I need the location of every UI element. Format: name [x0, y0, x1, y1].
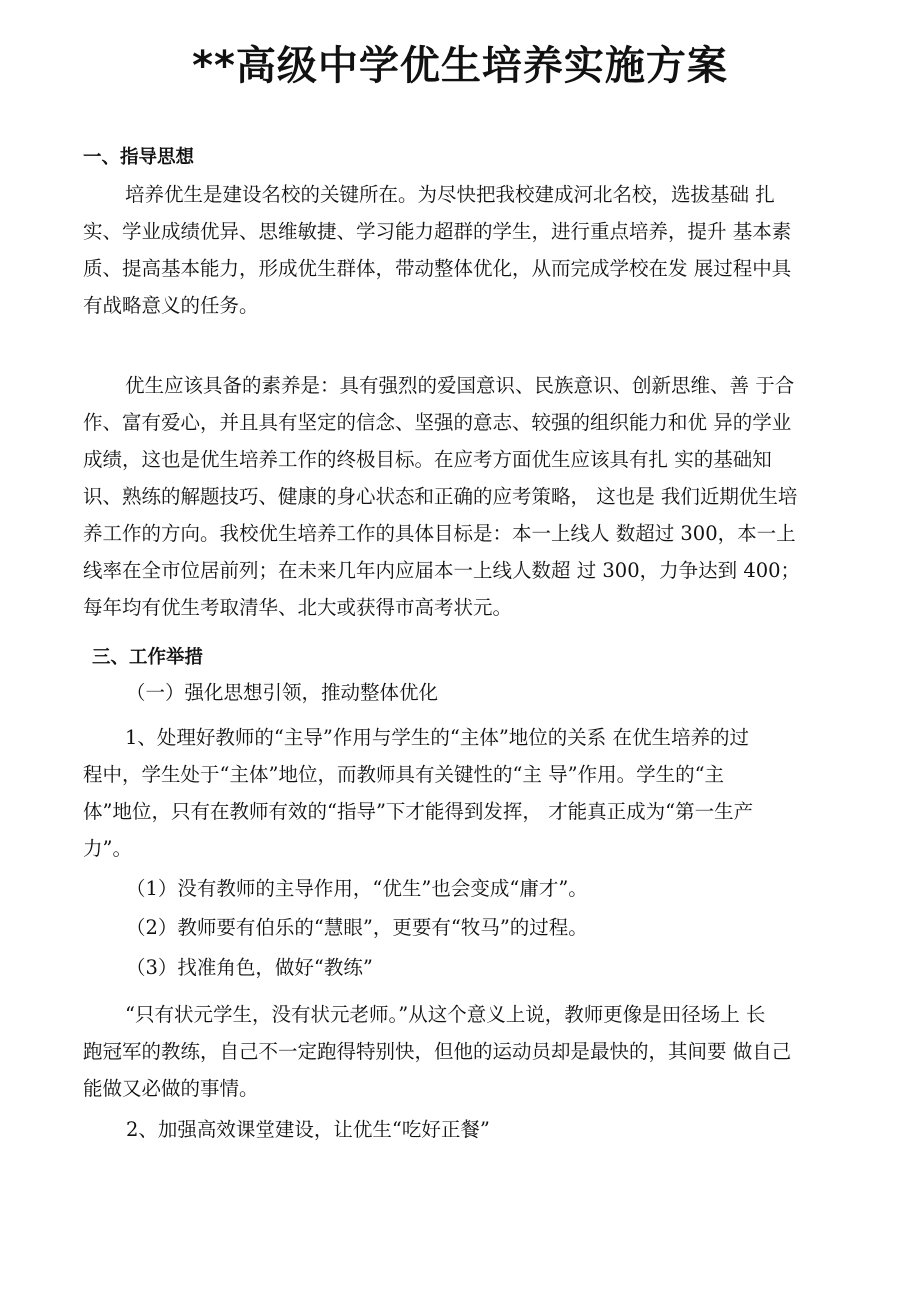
document-title: **高级中学优生培养实施方案 — [192, 43, 728, 89]
paragraph-line: 线率在全市位居前列；在未来几年内应届本一上线人数超 过 300，力争达到 400； — [83, 559, 801, 582]
paragraph-line: 作、富有爱心，并且具有坚定的信念、坚强的意志、较强的组织能力和优 异的学业 — [83, 411, 792, 434]
paragraph-line: 程中，学生处于“主体”地位，而教师具有关键性的“主 导”作用。学生的“主 — [83, 763, 725, 786]
paragraph-line: 能做又必做的事情。 — [83, 1077, 259, 1100]
paragraph-line: 实、学业成绩优异、思维敏捷、学习能力超群的学生，进行重点培养，提升 基本素 — [83, 220, 792, 243]
paragraph-line: 力”。 — [83, 837, 132, 860]
section-heading-guiding-ideology: 一、指导思想 — [83, 147, 195, 168]
paragraph-line: 体”地位，只有在教师有效的“指导”下才能得到发挥， 才能真正成为“第一生产 — [83, 800, 754, 823]
paragraph-quote — [83, 996, 848, 1107]
paragraph-intro — [83, 176, 848, 324]
paragraph-line: 培养优生是建设名校的关键所在。为尽快把我校建成河北名校，选拔基础 扎 — [125, 183, 775, 206]
section-heading-work-measures: 三、工作举措 — [92, 647, 204, 668]
item-2-heading: 2、加强高效课堂建设，让优生“吃好正餐” — [126, 1118, 490, 1141]
paragraph-line: 跑冠军的教练，自己不一定跑得特别快，但他的运动员却是最快的，其间要 做自己 — [83, 1040, 792, 1063]
paragraph-line: 质、提高基本能力，形成优生群体，带动整体优化，从而完成学校在发 展过程中具 — [83, 257, 792, 280]
paragraph-line: 优生应该具备的素养是：具有强烈的爱国意识、民族意识、创新思维、善 于合 — [125, 374, 795, 397]
paragraph-line: 成绩，这也是优生培养工作的终极目标。在应考方面优生应该具有扎 实的基础知 — [83, 448, 772, 471]
paragraph-line: “只有状元学生，没有状元老师。”从这个意义上说，教师更像是田径场上 长 — [125, 1003, 766, 1026]
paragraph-line: 每年均有优生考取清华、北大或获得市高考状元。 — [83, 596, 513, 619]
paragraph-item-1 — [83, 719, 848, 867]
paragraph-line: 养工作的方向。我校优生培养工作的具体目标是：本一上线人 数超过 300，本一上 — [83, 522, 796, 545]
paragraph-qualities — [83, 367, 848, 626]
list-item: （2）教师要有伯乐的“慧眼”，更要有“牧马”的过程。 — [126, 916, 588, 939]
paragraph-line: 有战略意义的任务。 — [83, 294, 259, 317]
list-item: （1）没有教师的主导作用，“优生”也会变成“庸才”。 — [126, 877, 588, 900]
subsection-heading: （一）强化思想引领，推动整体优化 — [126, 681, 439, 704]
list-item: （3）找准角色，做好“教练” — [126, 956, 373, 979]
paragraph-line: 识、熟练的解题技巧、健康的身心状态和正确的应考策略， 这也是 我们近期优生培 — [83, 485, 798, 508]
paragraph-line: 1、处理好教师的“主导”作用与学生的“主体”地位的关系 在优生培养的过 — [125, 726, 749, 749]
